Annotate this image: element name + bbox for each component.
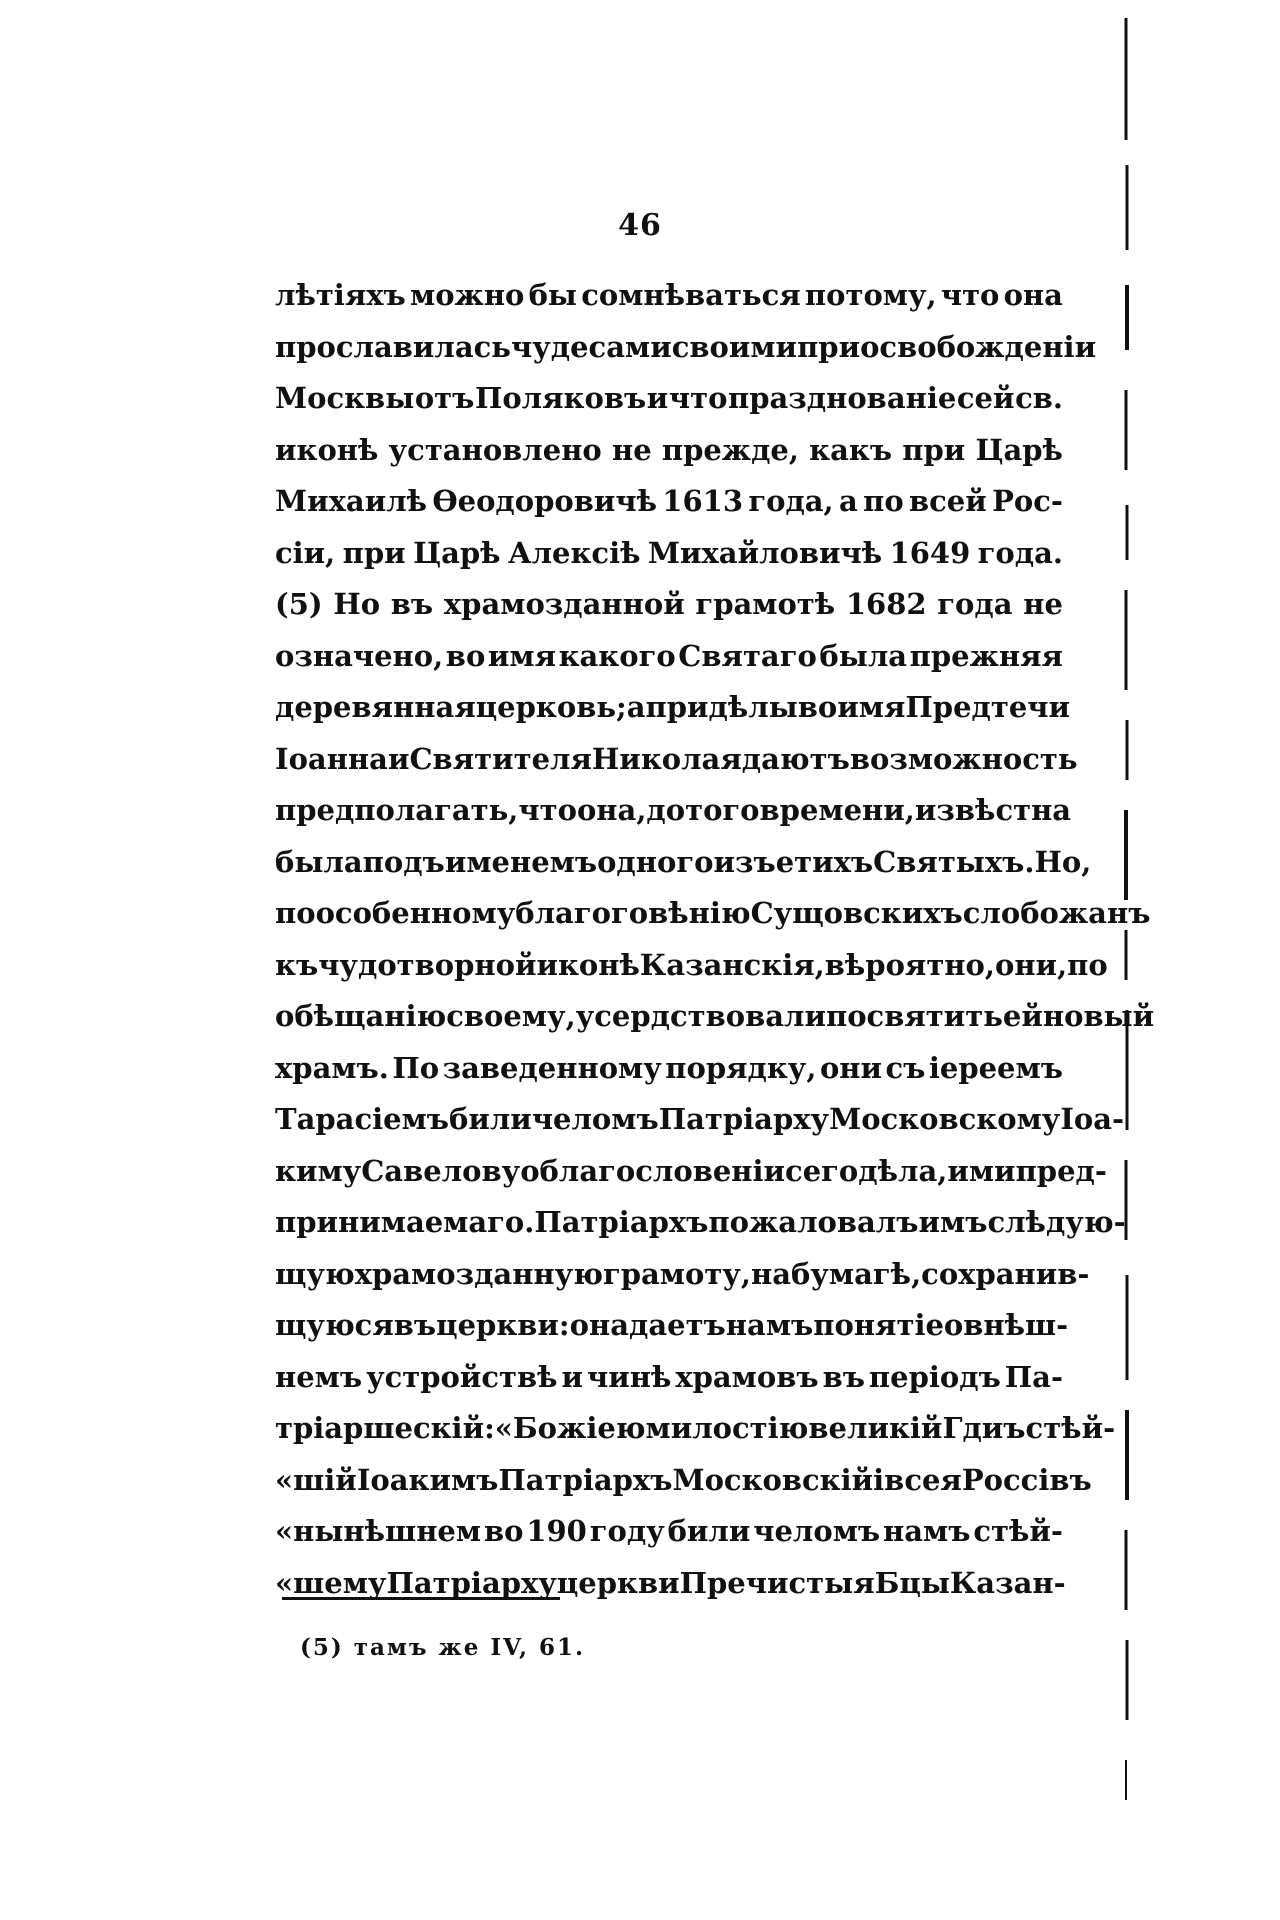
word: какого [558, 638, 676, 673]
text-line [275, 528, 1063, 580]
word: прежняя [909, 638, 1063, 673]
word: щую [275, 1256, 355, 1291]
word: 190 [526, 1514, 587, 1548]
footnote-rule [282, 1597, 560, 1600]
text-line [275, 1352, 1063, 1404]
word: по [863, 484, 904, 518]
word: іереемъ [928, 1050, 1063, 1085]
word: челомъ [753, 1514, 881, 1548]
word: св. [1015, 381, 1063, 415]
word: чудесами [510, 329, 672, 364]
word: въ [390, 587, 434, 621]
word: Патріархъ [498, 1462, 673, 1497]
word: стѣй- [973, 1514, 1063, 1548]
word: Патріарху [658, 1102, 830, 1136]
word: немъ [275, 1359, 363, 1394]
text-line [275, 1197, 1126, 1249]
word: заведенному [442, 1050, 662, 1085]
word: храмозданную [354, 1256, 603, 1291]
text-line [275, 631, 1063, 683]
word: возможность [849, 741, 1078, 776]
word: ими [947, 1153, 1016, 1188]
word: одного [597, 844, 714, 879]
word: намъ [883, 1514, 971, 1548]
word: стѣй- [1025, 1411, 1116, 1445]
word: 1613 [662, 484, 744, 518]
word: и [561, 1359, 584, 1394]
text-line [275, 322, 1097, 374]
word: принимаемаго. [275, 1205, 535, 1239]
word: она, [576, 793, 647, 827]
word: бумагѣ, [791, 1256, 922, 1291]
word: что [518, 793, 577, 827]
text-line [275, 1455, 1092, 1507]
word: Святителя [409, 741, 592, 776]
word: отъ [414, 381, 475, 415]
word: въ [393, 1308, 437, 1342]
word: о [520, 1153, 540, 1188]
word: времени, [759, 793, 915, 827]
word: бы [528, 278, 578, 312]
word: имъ [918, 1205, 988, 1239]
word: церкви: [436, 1308, 570, 1342]
word: имя [837, 690, 906, 724]
word: челомъ [531, 1102, 659, 1136]
word: Гдиъ [942, 1411, 1026, 1445]
word: пред- [1015, 1153, 1107, 1188]
word: і [873, 1462, 885, 1497]
word: всея [884, 1462, 962, 1497]
word: была [275, 844, 363, 879]
word: храмъ. [275, 1050, 389, 1085]
word: Патріарху [386, 1565, 557, 1600]
word: ей [1002, 999, 1043, 1033]
word: Предтечи [905, 690, 1071, 724]
word: чудотворной [318, 947, 537, 982]
word: благословеніи [539, 1153, 786, 1188]
word: о [943, 1308, 964, 1342]
word: Михаилѣ [275, 484, 428, 518]
word: Царѣ [975, 432, 1063, 467]
word: Николая [591, 741, 742, 776]
word: года [937, 587, 1013, 621]
word: въ [822, 1359, 865, 1394]
word: чинѣ [587, 1359, 672, 1394]
word: усердствовали [575, 999, 826, 1033]
word: По [392, 1050, 440, 1085]
word: прежде, [661, 432, 799, 467]
word: они [819, 1050, 883, 1085]
word: года. [977, 535, 1063, 570]
word: слобожанъ [962, 896, 1151, 930]
word: великій [808, 1411, 943, 1445]
word: понятіе [813, 1308, 944, 1342]
word: подъ [362, 844, 445, 879]
word: при [797, 329, 861, 364]
word: съ [885, 1050, 926, 1085]
word: благоговѣнію [515, 896, 751, 930]
word: какъ [809, 432, 893, 467]
word: Михайловичѣ [647, 535, 883, 570]
word: что [940, 278, 1000, 312]
text-line [275, 476, 1063, 528]
text-line [275, 940, 1108, 992]
body-text [275, 270, 1155, 1609]
word: сохранив- [921, 1256, 1090, 1291]
word: была [819, 638, 908, 673]
word: и [646, 381, 669, 415]
word: етихъ [775, 844, 874, 879]
text-line [275, 1300, 1069, 1352]
word: Но, [1034, 844, 1092, 879]
word: Рос- [992, 484, 1063, 518]
word: изъ [713, 844, 776, 879]
word: били [667, 1514, 751, 1548]
word: своему, [446, 999, 576, 1033]
word: щуюся [275, 1308, 394, 1342]
word: они, [994, 947, 1068, 982]
word: Россі [961, 1462, 1050, 1497]
text-line [275, 991, 1155, 1043]
word: вѣроятно, [824, 947, 995, 982]
word: даютъ [741, 741, 850, 776]
word: церкви [556, 1565, 680, 1600]
footnote: (5) тамъ же IV, 61. [300, 1634, 586, 1661]
text-line [275, 837, 1092, 889]
word: періодъ [868, 1359, 1001, 1394]
word: киму [275, 1153, 362, 1188]
word: не [611, 432, 652, 467]
text-line [275, 888, 1151, 940]
word: года, [748, 484, 834, 518]
word: иконѣ [275, 432, 379, 467]
word: даетъ [629, 1308, 726, 1342]
word: Іоанна [275, 741, 388, 776]
word: дѣла, [858, 1153, 948, 1188]
word: порядку, [665, 1050, 817, 1085]
word: и [387, 741, 410, 776]
word: потому, [804, 278, 937, 312]
word: на [750, 1256, 792, 1291]
word: всей [908, 484, 987, 518]
page-number: 46 [618, 208, 662, 243]
word: деревянная [275, 690, 476, 724]
word: Казанскія, [639, 947, 825, 982]
text-line [275, 1094, 1125, 1146]
word: во [445, 638, 486, 673]
word: устройствѣ [366, 1359, 558, 1394]
word: во [797, 690, 838, 724]
text-line [275, 373, 1063, 425]
word: Московскій [672, 1462, 874, 1497]
word: Москвы [275, 381, 415, 415]
word: «шій [275, 1462, 357, 1497]
word: Пречистыя [679, 1565, 875, 1600]
word: посвятить [825, 999, 1003, 1033]
word: Но [333, 587, 381, 621]
word: а [626, 690, 646, 724]
word: 1649 [889, 535, 971, 570]
text-line [275, 1043, 1063, 1095]
word: новый [1042, 999, 1155, 1033]
word: Сущовскихъ [750, 896, 963, 930]
text-line [275, 425, 1063, 477]
word: Па- [1004, 1359, 1063, 1394]
word: «Божіею [494, 1411, 646, 1445]
word: году [589, 1514, 665, 1548]
word: она [1003, 278, 1063, 312]
text-line [275, 734, 1078, 786]
word: иконѣ [536, 947, 640, 982]
word: предполагать, [275, 793, 519, 827]
word: Іоа- [1060, 1102, 1125, 1136]
word: «шему [275, 1565, 387, 1600]
word: (5) [275, 587, 323, 621]
word: Святыхъ. [873, 844, 1035, 879]
word: сего [785, 1153, 859, 1188]
word: храмовъ [675, 1359, 819, 1394]
word: имя [487, 638, 556, 673]
word: сіи, [275, 535, 336, 570]
word: Іоакимъ [356, 1462, 499, 1497]
word: слѣдую- [987, 1205, 1126, 1239]
word: своими [671, 329, 798, 364]
text-line [275, 785, 1072, 837]
word: Бцы [874, 1565, 950, 1600]
word: Казан- [949, 1565, 1066, 1600]
word: установлено [388, 432, 602, 467]
word: «нынѣшнем [275, 1514, 482, 1548]
word: намъ [725, 1308, 814, 1342]
word: Патріархъ [534, 1205, 709, 1239]
text-line [275, 1506, 1063, 1558]
word: церковь; [475, 690, 627, 724]
word: а [838, 484, 858, 518]
word: можно [410, 278, 525, 312]
word: во [483, 1514, 524, 1548]
word: внѣш- [963, 1308, 1069, 1342]
word: при [902, 432, 966, 467]
word: означено, [275, 638, 444, 673]
word: до [646, 793, 686, 827]
word: по [1067, 947, 1108, 982]
word: Савелову [361, 1153, 521, 1188]
word: особенному [315, 896, 516, 930]
text-line [275, 579, 1063, 631]
word: именемъ [444, 844, 598, 879]
word: Тарасіемъ [275, 1102, 449, 1136]
word: по [275, 896, 316, 930]
word: били [449, 1102, 532, 1136]
word: грамотѣ [695, 587, 836, 621]
word: Алексіѣ [507, 535, 641, 570]
word: тріаршескій: [275, 1411, 495, 1445]
word: обѣщанію [275, 999, 447, 1033]
word: грамоту, [602, 1256, 751, 1291]
word: Святаго [678, 638, 817, 673]
word: къ [275, 947, 319, 982]
text-line [275, 1249, 1090, 1301]
word: Ѳеодоровичѣ [432, 484, 657, 518]
word: Царѣ [413, 535, 501, 570]
word: извѣстна [914, 793, 1072, 827]
word: храмозданной [443, 587, 685, 621]
word: сей [956, 381, 1015, 415]
word: не [1023, 587, 1063, 621]
word: того [685, 793, 760, 827]
word: милостію [645, 1411, 809, 1445]
word: что [668, 381, 728, 415]
word: Поляковъ [474, 381, 647, 415]
word: придѣлы [645, 690, 798, 724]
word: лѣтіяхъ [275, 278, 406, 312]
word: въ [1049, 1462, 1092, 1497]
text-line [275, 270, 1063, 322]
word: 1682 [845, 587, 927, 621]
text-line [275, 1403, 1116, 1455]
word: при [342, 535, 406, 570]
word: она [569, 1308, 629, 1342]
page-edge-shadow [1080, 0, 1140, 1920]
word: освобожденіи [860, 329, 1097, 364]
text-line [275, 1146, 1107, 1198]
word: празднованіе [727, 381, 957, 415]
text-line [275, 1558, 1066, 1610]
word: прославилась [275, 329, 511, 364]
word: Московскому [829, 1102, 1061, 1136]
text-line [275, 682, 1071, 734]
word: сомнѣваться [581, 278, 801, 312]
word: пожаловалъ [708, 1205, 919, 1239]
